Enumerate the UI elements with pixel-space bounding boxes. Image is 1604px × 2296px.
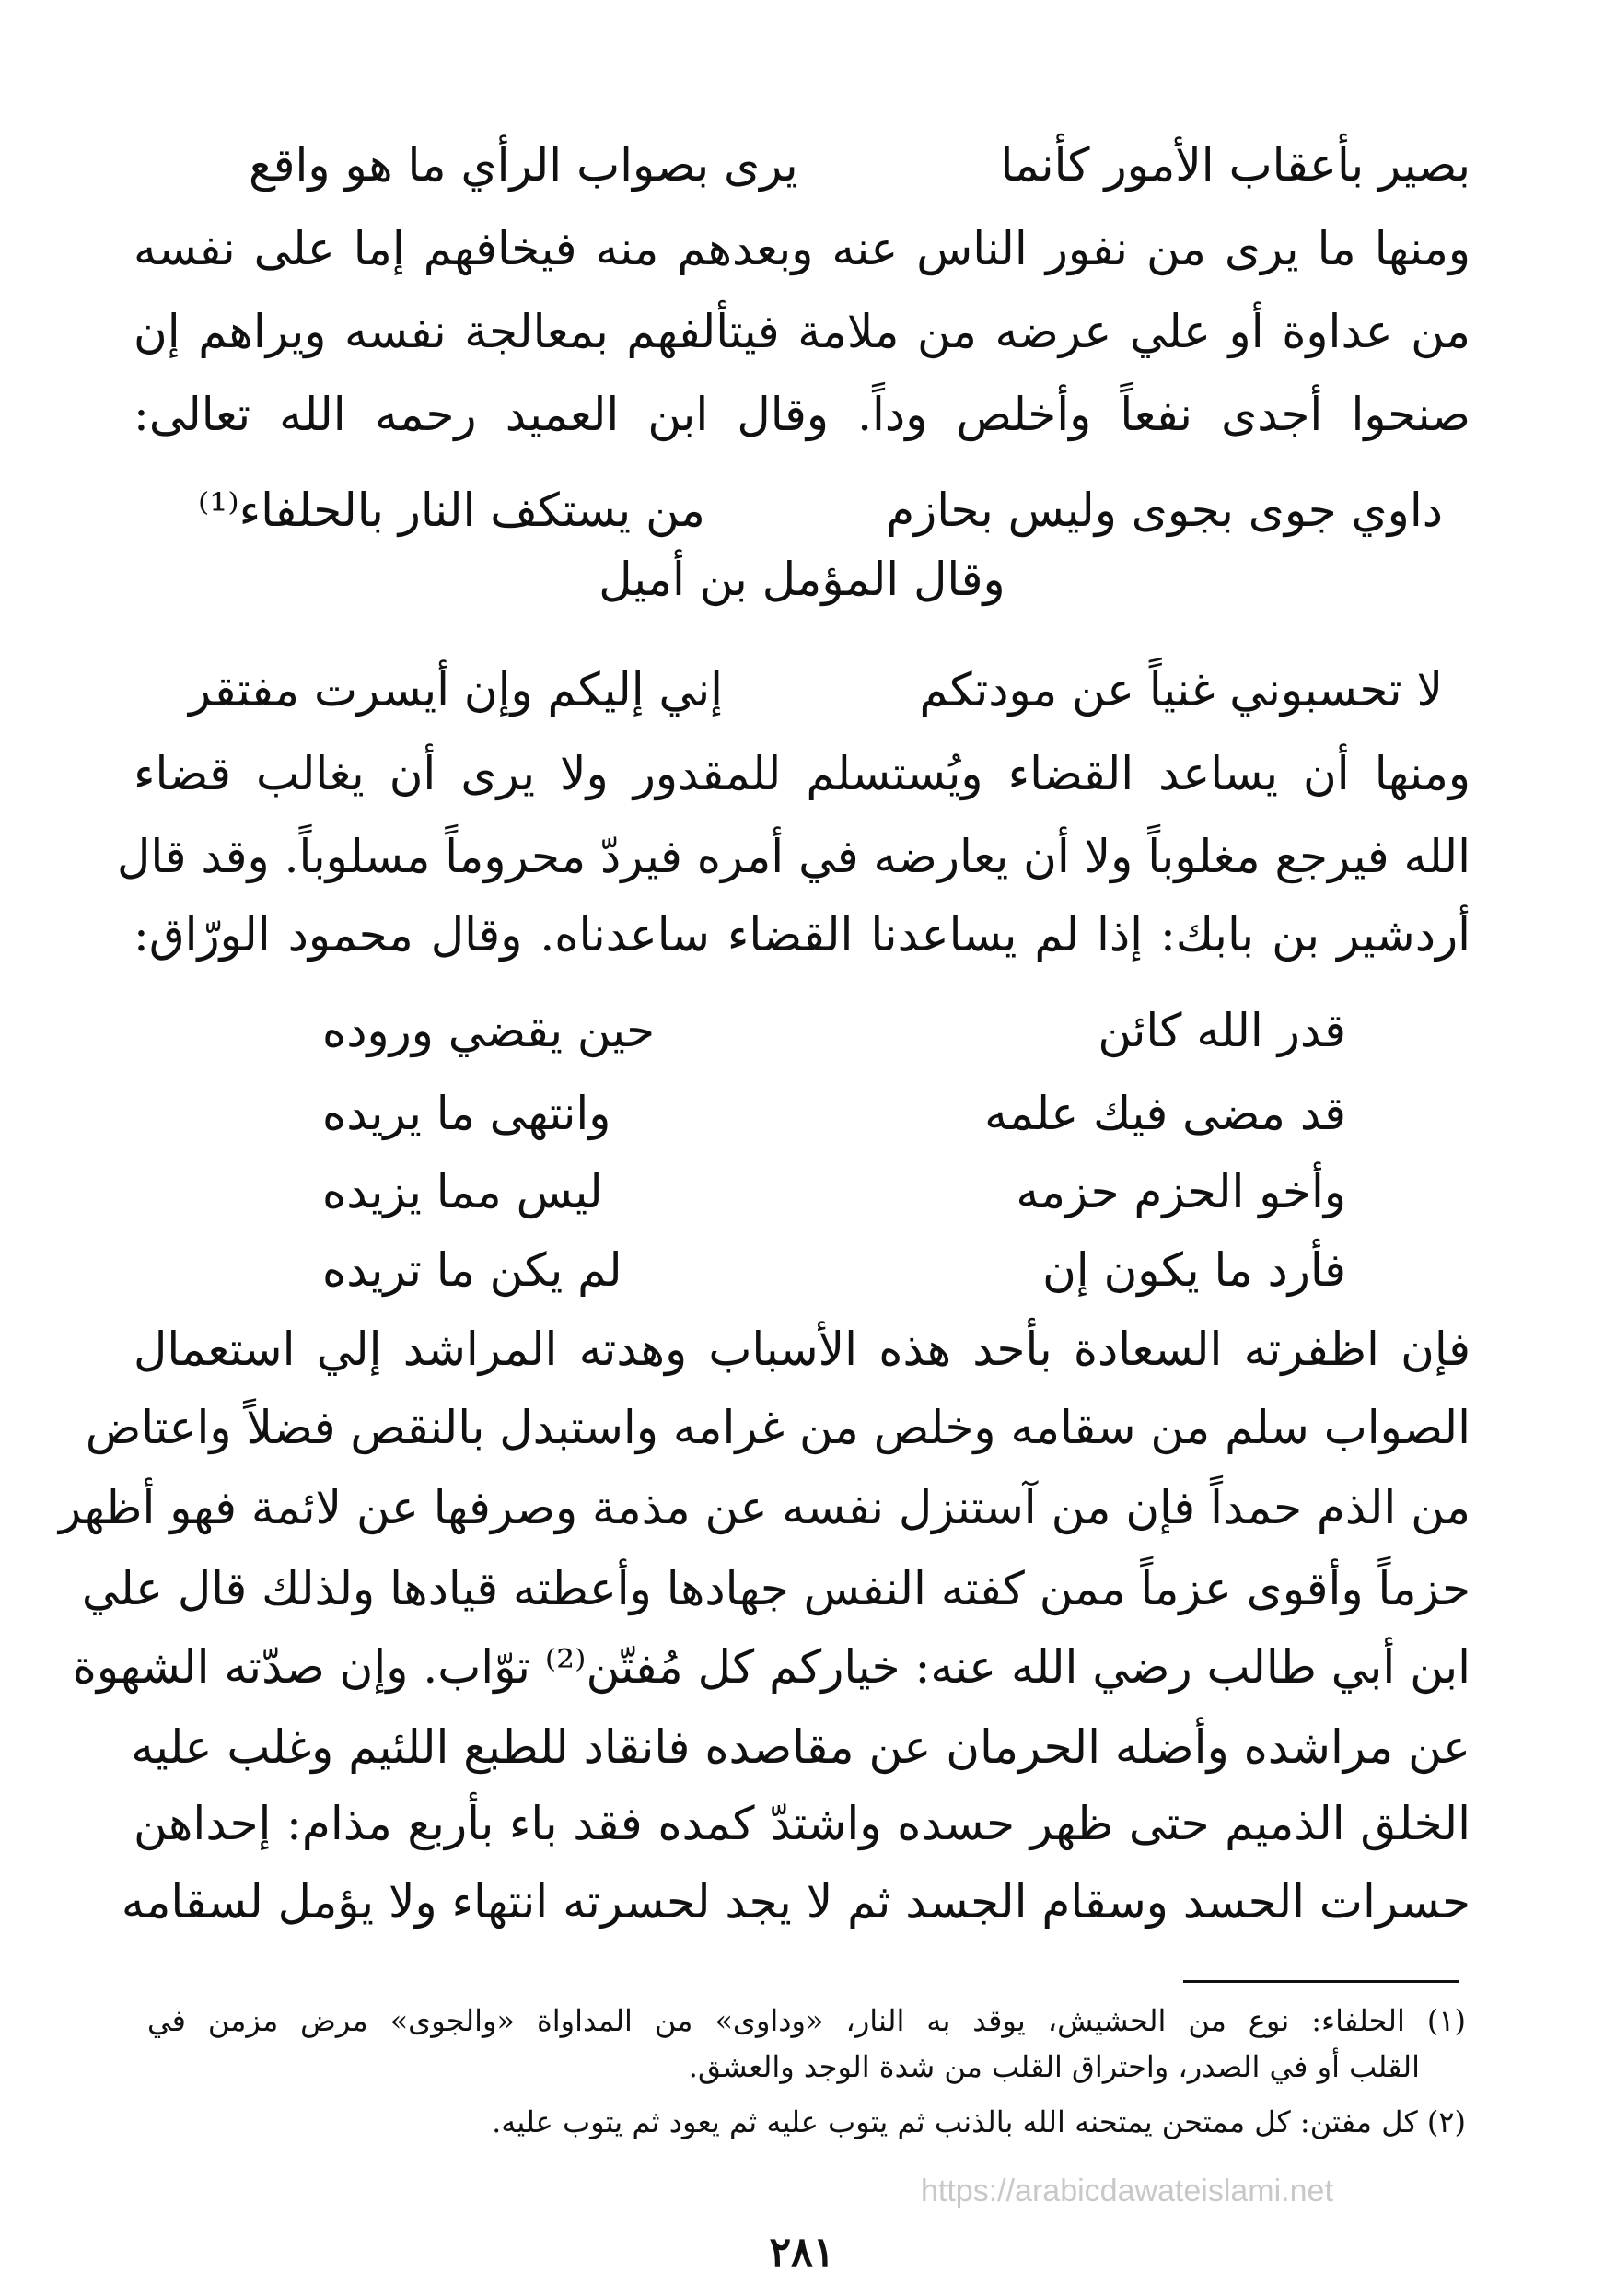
verse-hemistich-left: حين يقضي وروده <box>322 1004 655 1057</box>
footnote-line: (٢) كل مفتن: كل ممتحن يمتحنه الله بالذنب ثم يتوب عليه ثم يعود ثم يتوب عليه. <box>492 2104 1466 2139</box>
paragraph-line: ومنها ما يرى من نفور الناس عنه وبعدهم منه فيخافهم إما على نفسه <box>134 222 1470 275</box>
verse-hemistich-right: بصير بأعقاب الأمور كأنما <box>1000 138 1470 192</box>
verse-hemistich-left: يرى بصواب الرأي ما هو واقع <box>249 138 798 192</box>
poem-line <box>322 1243 1346 1297</box>
footnote-line: (١) الحلفاء: نوع من الحشيش، يوقد به النار، «وداوى» من المداواة «والجوى» مرض مزمن في <box>147 2003 1466 2038</box>
verse-line <box>189 663 1443 717</box>
paragraph-line: صنحوا أجدى نفعاً وأخلص وداً. وقال ابن العميد رحمه الله تعالى: <box>134 388 1470 441</box>
page-number: ٢٨١ <box>769 2229 835 2276</box>
verse-hemistich-left: من يستكف النار بالحلفاء⁽¹⁾ <box>198 484 705 537</box>
paragraph-line: حسرات الحسد وسقام الجسد ثم لا يجد لحسرته انتهاء ولا يؤمل لسقامه <box>121 1875 1470 1929</box>
paragraph-line: من عداوة أو علي عرضه من ملامة فيتألفهم بمعالجة نفسه ويراهم إن <box>134 305 1470 358</box>
verse-line <box>198 484 1443 537</box>
verse-hemistich-right: وأخو الحزم حزمه <box>1016 1165 1346 1218</box>
verse-line <box>249 138 1470 192</box>
poem-line <box>322 1165 1346 1218</box>
verse-hemistich-left: إني إليكم وإن أيسرت مفتقر <box>189 663 724 717</box>
verse-hemistich-left: وانتهى ما يريده <box>322 1087 611 1140</box>
watermark-url: https://arabicdawateislami.net <box>921 2174 1333 2209</box>
verse-hemistich-right: قدر الله كائن <box>1098 1004 1346 1057</box>
paragraph-line: ابن أبي طالب رضي الله عنه: خياركم كل مُفتّن⁽²⁾ توّاب. وإن صدّته الشهوة <box>72 1640 1470 1694</box>
paragraph-line: فإن اظفرته السعادة بأحد هذه الأسباب وهدته المراشد إلي استعمال <box>134 1323 1470 1376</box>
paragraph-line: حزماً وأقوى عزماً ممن كفته النفس جهادها وأعطته قيادها ولذلك قال علي <box>81 1562 1470 1615</box>
verse-hemistich-left: ليس مما يزيده <box>322 1165 603 1218</box>
footnote-divider <box>1183 1980 1459 1983</box>
verse-attribution: وقال المؤمل بن أميل <box>599 553 1005 606</box>
poem-line <box>322 1004 1346 1057</box>
footnote-line: القلب أو في الصدر، واحتراق القلب من شدة الوجد والعشق. <box>688 2049 1420 2084</box>
verse-hemistich-right: قد مضى فيك علمه <box>984 1087 1346 1140</box>
verse-hemistich-left: لم يكن ما تريده <box>322 1243 622 1297</box>
verse-hemistich-right: داوي جوى بجوى وليس بحازم <box>886 484 1443 537</box>
paragraph-line: عن مراشده وأضله الحرمان عن مقاصده فانقاد للطبع اللئيم وغلب عليه <box>131 1720 1470 1774</box>
paragraph-line: الخلق الذميم حتى ظهر حسده واشتدّ كمده فقد باء بأربع مذام: إحداهن <box>134 1797 1470 1850</box>
paragraph-line: أردشير بن بابك: إذا لم يساعدنا القضاء ساعدناه. وقال محمود الورّاق: <box>134 908 1470 962</box>
paragraph-line: الله فيرجع مغلوباً ولا أن يعارضه في أمره فيردّ محروماً مسلوباً. وقد قال <box>117 830 1470 883</box>
verse-hemistich-right: فأرد ما يكون إن <box>1042 1243 1346 1297</box>
paragraph-line: ومنها أن يساعد القضاء ويُستسلم للمقدور ولا يرى أن يغالب قضاء <box>134 747 1470 800</box>
paragraph-line: الصواب سلم من سقامه وخلص من غرامه واستبدل بالنقص فضلاً واعتاض <box>85 1401 1470 1454</box>
poem-line <box>322 1087 1346 1140</box>
paragraph-line: من الذم حمداً فإن من آستنزل نفسه عن مذمة وصرفها عن لائمة فهو أظهر <box>59 1481 1470 1534</box>
verse-hemistich-right: لا تحسبوني غنياً عن مودتكم <box>919 663 1443 717</box>
